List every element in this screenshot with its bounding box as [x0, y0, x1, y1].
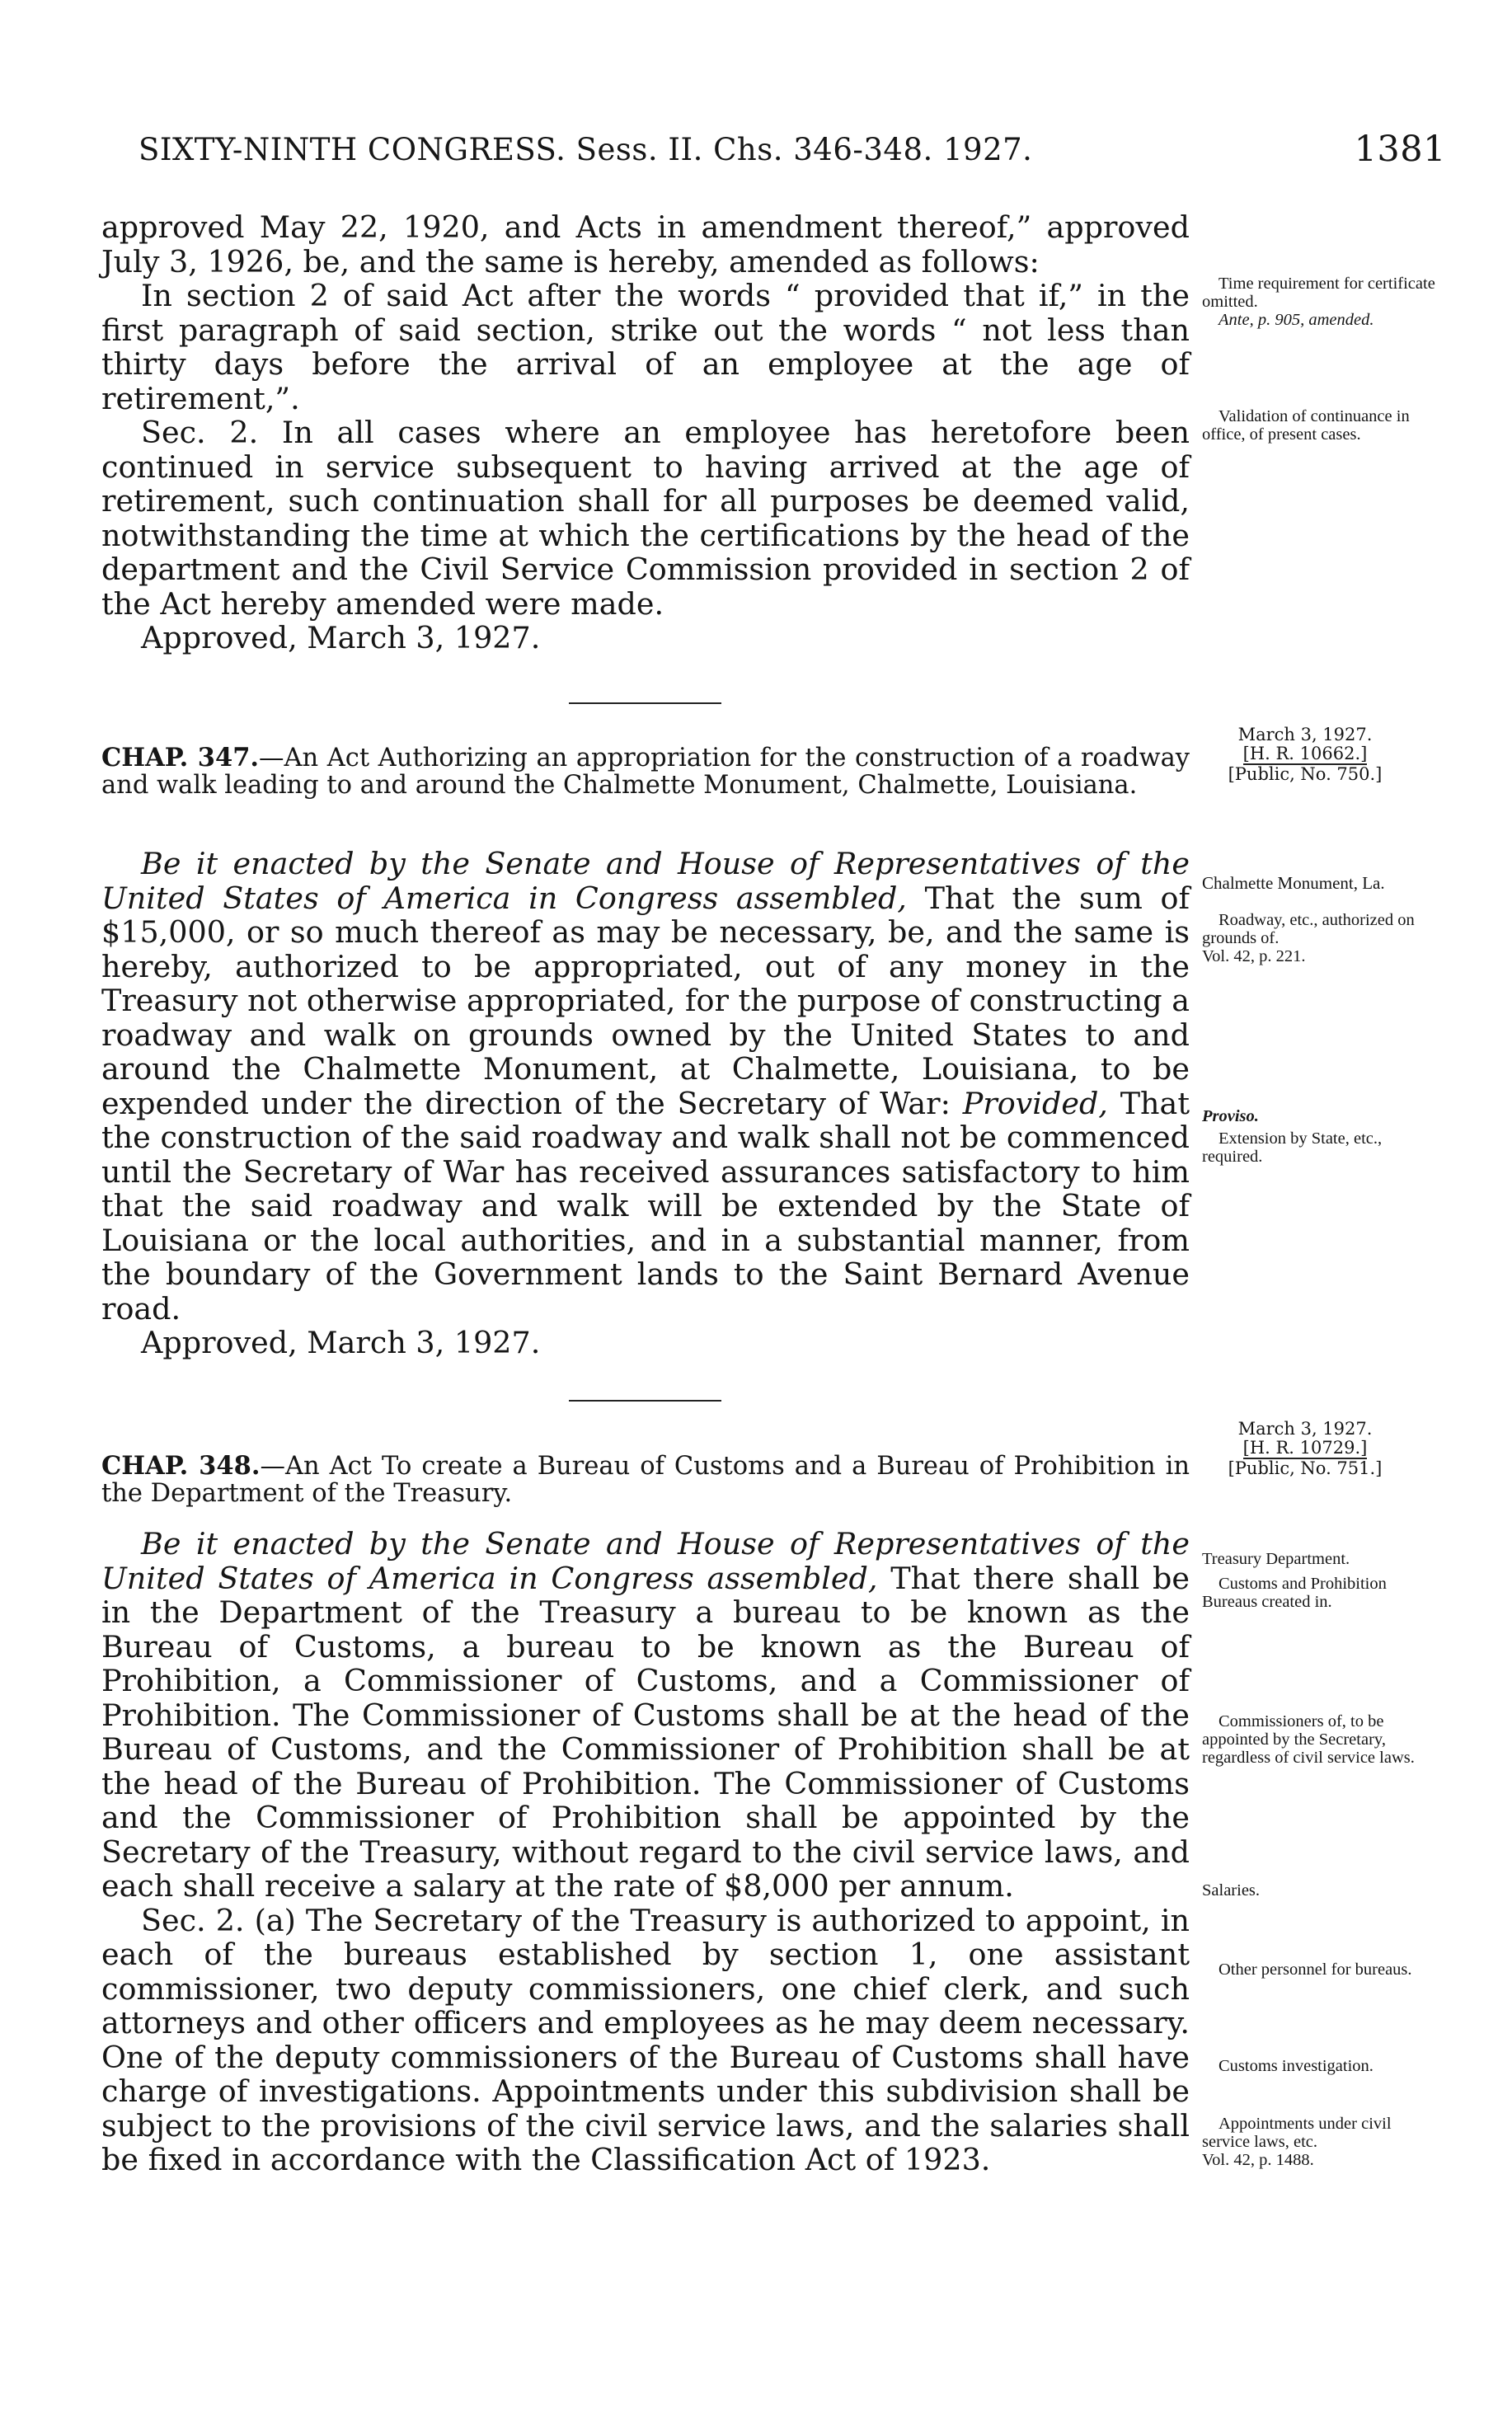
section-346-approved: Approved, March 3, 1927. [141, 620, 541, 655]
margin-note-extension-by-state: Extension by State, etc., required. [1202, 1129, 1383, 1166]
chap-348-public-law: [Public, No. 751.] [1228, 1458, 1383, 1478]
chap-348-bill: [H. R. 10729.] [1242, 1438, 1368, 1458]
chap-347-approved: Approved, March 3, 1927. [141, 1325, 541, 1360]
chap-347-body: That the sum of $15,000, or so much thereof as may be necessary, be, and the same is hereby, authorized to be appropriated, out of any money in the Treasury not otherwise appropriated, for the purpose of constructing a roadway and walk on grounds owned by the United States to and around the Chalmette Monument, at Chalmette, Louisiana, to be expended under the direction of the Secretary of War: [101, 880, 1190, 1121]
chap-348-sec-2: Sec. 2. (a) The Secretary of the Treasury is authorized to appoint, in each of the bureaus established by section 1, one assistant commissioner, two deputy commissioners, one chief clerk, and such attorneys and other officers and employees as he may deem necessary. One of the deputy commissioners of the Bureau of Customs shall have charge of investigations. Appointments under this subdivision shall be subject to the provisions of the civil service laws, and the salaries shall be fixed in accordance with the Classification Act of 1923. [101, 1902, 1190, 2177]
margin-note-vol-42-1488: Vol. 42, p. 1488. [1202, 2151, 1314, 2169]
margin-note-commissioners: Commissioners of, to be appointed by the Secretary, regardless of civil service laws. [1202, 1712, 1415, 1767]
chap-348-date-block [1210, 1420, 1400, 1478]
section-divider-2 [569, 1400, 721, 1402]
margin-note-appointments: Appointments under civil service laws, etc. Vol. 42, p. 1488. [1202, 2115, 1441, 2169]
chap-347-title: —An Act Authorizing an appropriation for the construction of a roadway and walk leading to and around the Chalmette Monument, Chalmette, Louisiana. [101, 744, 1190, 800]
chap-347-proviso-body: That the construction of the said roadway and walk shall not be commenced until the Secretary of War has received assurances satisfactory to him that the said roadway and walk will be extended by the State of Louisiana or the local authorities, and in a substantial manner, from the boundary of the Government lands to the Saint Bernard Avenue road. [101, 1085, 1190, 1327]
margin-note-customs-investigation: Customs investigation. [1219, 2057, 1373, 2075]
chap-348-date: March 3, 1927. [1237, 1419, 1373, 1439]
margin-note-treasury-department: Treasury Department. [1202, 1550, 1350, 1568]
page-number: 1381 [1354, 129, 1446, 170]
chap-347-text [101, 847, 1190, 1360]
chap-347-bill: [H. R. 10662.] [1242, 744, 1368, 763]
section-346-sec-2: Sec. 2. In all cases where an employee has heretofore been continued in service subsequent to having arrived at the age of retirement, such continuation shall for all purposes be deemed valid, notwithstanding the time at which the certifications by the head of the department and the Civil Service Commission provided in section 2 of the Act hereby amended were made. [101, 415, 1190, 622]
margin-note-chalmette-monument: Chalmette Monument, La. [1202, 873, 1385, 893]
chap-348-text [101, 1527, 1190, 2177]
margin-note-vol-42-221: Vol. 42, p. 221. [1202, 947, 1306, 965]
running-head-title: SIXTY-NINTH CONGRESS. Sess. II. Chs. 346-348. 1927. [139, 132, 1033, 167]
chap-348-label: CHAP. 348. [101, 1451, 261, 1481]
section-346-para-2: In section 2 of said Act after the words “ provided that if,” in the first paragraph of said section, strike out the words “ not less than thirty days before the arrival of an employee at the age of retirement,”. [101, 278, 1190, 416]
margin-note-roadway-authorized: Roadway, etc., authorized on grounds of. Vol. 42, p. 221. [1202, 911, 1441, 965]
margin-note-validation: Validation of continuance in office, of present cases. [1202, 407, 1410, 444]
chap-347-label: CHAP. 347. [101, 743, 260, 772]
section-divider-1 [569, 702, 721, 704]
chap-348-body: That there shall be in the Department of the Treasury a bureau to be known as the Bureau of Customs, a bureau to be known as the Bureau of Prohibition, a Commissioner of Customs, and a Commissioner of Prohibition. The Commissioner of Customs shall be at the head of the Bureau of Customs, and the Commissioner of Prohibition shall be at the head of the Bureau of Prohibition. The Commissioner of Customs and the Commissioner of Prohibition shall be appointed by the Secretary of the Treasury, without regard to the civil service laws, and each shall receive a salary at the rate of $8,000 per annum. [101, 1560, 1190, 1904]
margin-note-salaries: Salaries. [1202, 1881, 1261, 1899]
chap-347-date-block [1210, 725, 1400, 784]
chap-347-enacting-clause: Be it enacted by the Senate and House of Representatives of the United States of America in Congress assembled, [101, 846, 1190, 916]
margin-note-ante-ref: Ante, p. 905, amended. [1219, 311, 1374, 329]
chap-347-date: March 3, 1927. [1237, 725, 1373, 744]
chap-347-public-law: [Public, No. 750.] [1228, 764, 1383, 784]
chap-348-heading [101, 1453, 1190, 1507]
margin-note-proviso: Proviso. [1202, 1107, 1259, 1125]
chap-347-proviso-word: Provided, [962, 1085, 1108, 1121]
margin-note-bureaus-created: Customs and Prohibition Bureaus created in. [1202, 1575, 1387, 1611]
running-head [139, 129, 1446, 181]
section-346-para-1: approved May 22, 1920, and Acts in amendment thereof,” approved July 3, 1926, be, and the same is hereby, amended as follows: [101, 209, 1190, 279]
chap-348-enacting-clause: Be it enacted by the Senate and House of Representatives of the United States of America in Congress assembled, [101, 1526, 1190, 1596]
margin-note-other-personnel: Other personnel for bureaus. [1219, 1960, 1412, 1979]
section-346-text [101, 210, 1190, 655]
chap-347-heading [101, 744, 1190, 799]
margin-note-time-requirement: Time requirement for certificate omitted. Ante, p. 905, amended. [1202, 275, 1449, 329]
chap-348-title: —An Act To create a Bureau of Customs and a Bureau of Prohibition in the Department of the Treasury. [101, 1452, 1190, 1508]
